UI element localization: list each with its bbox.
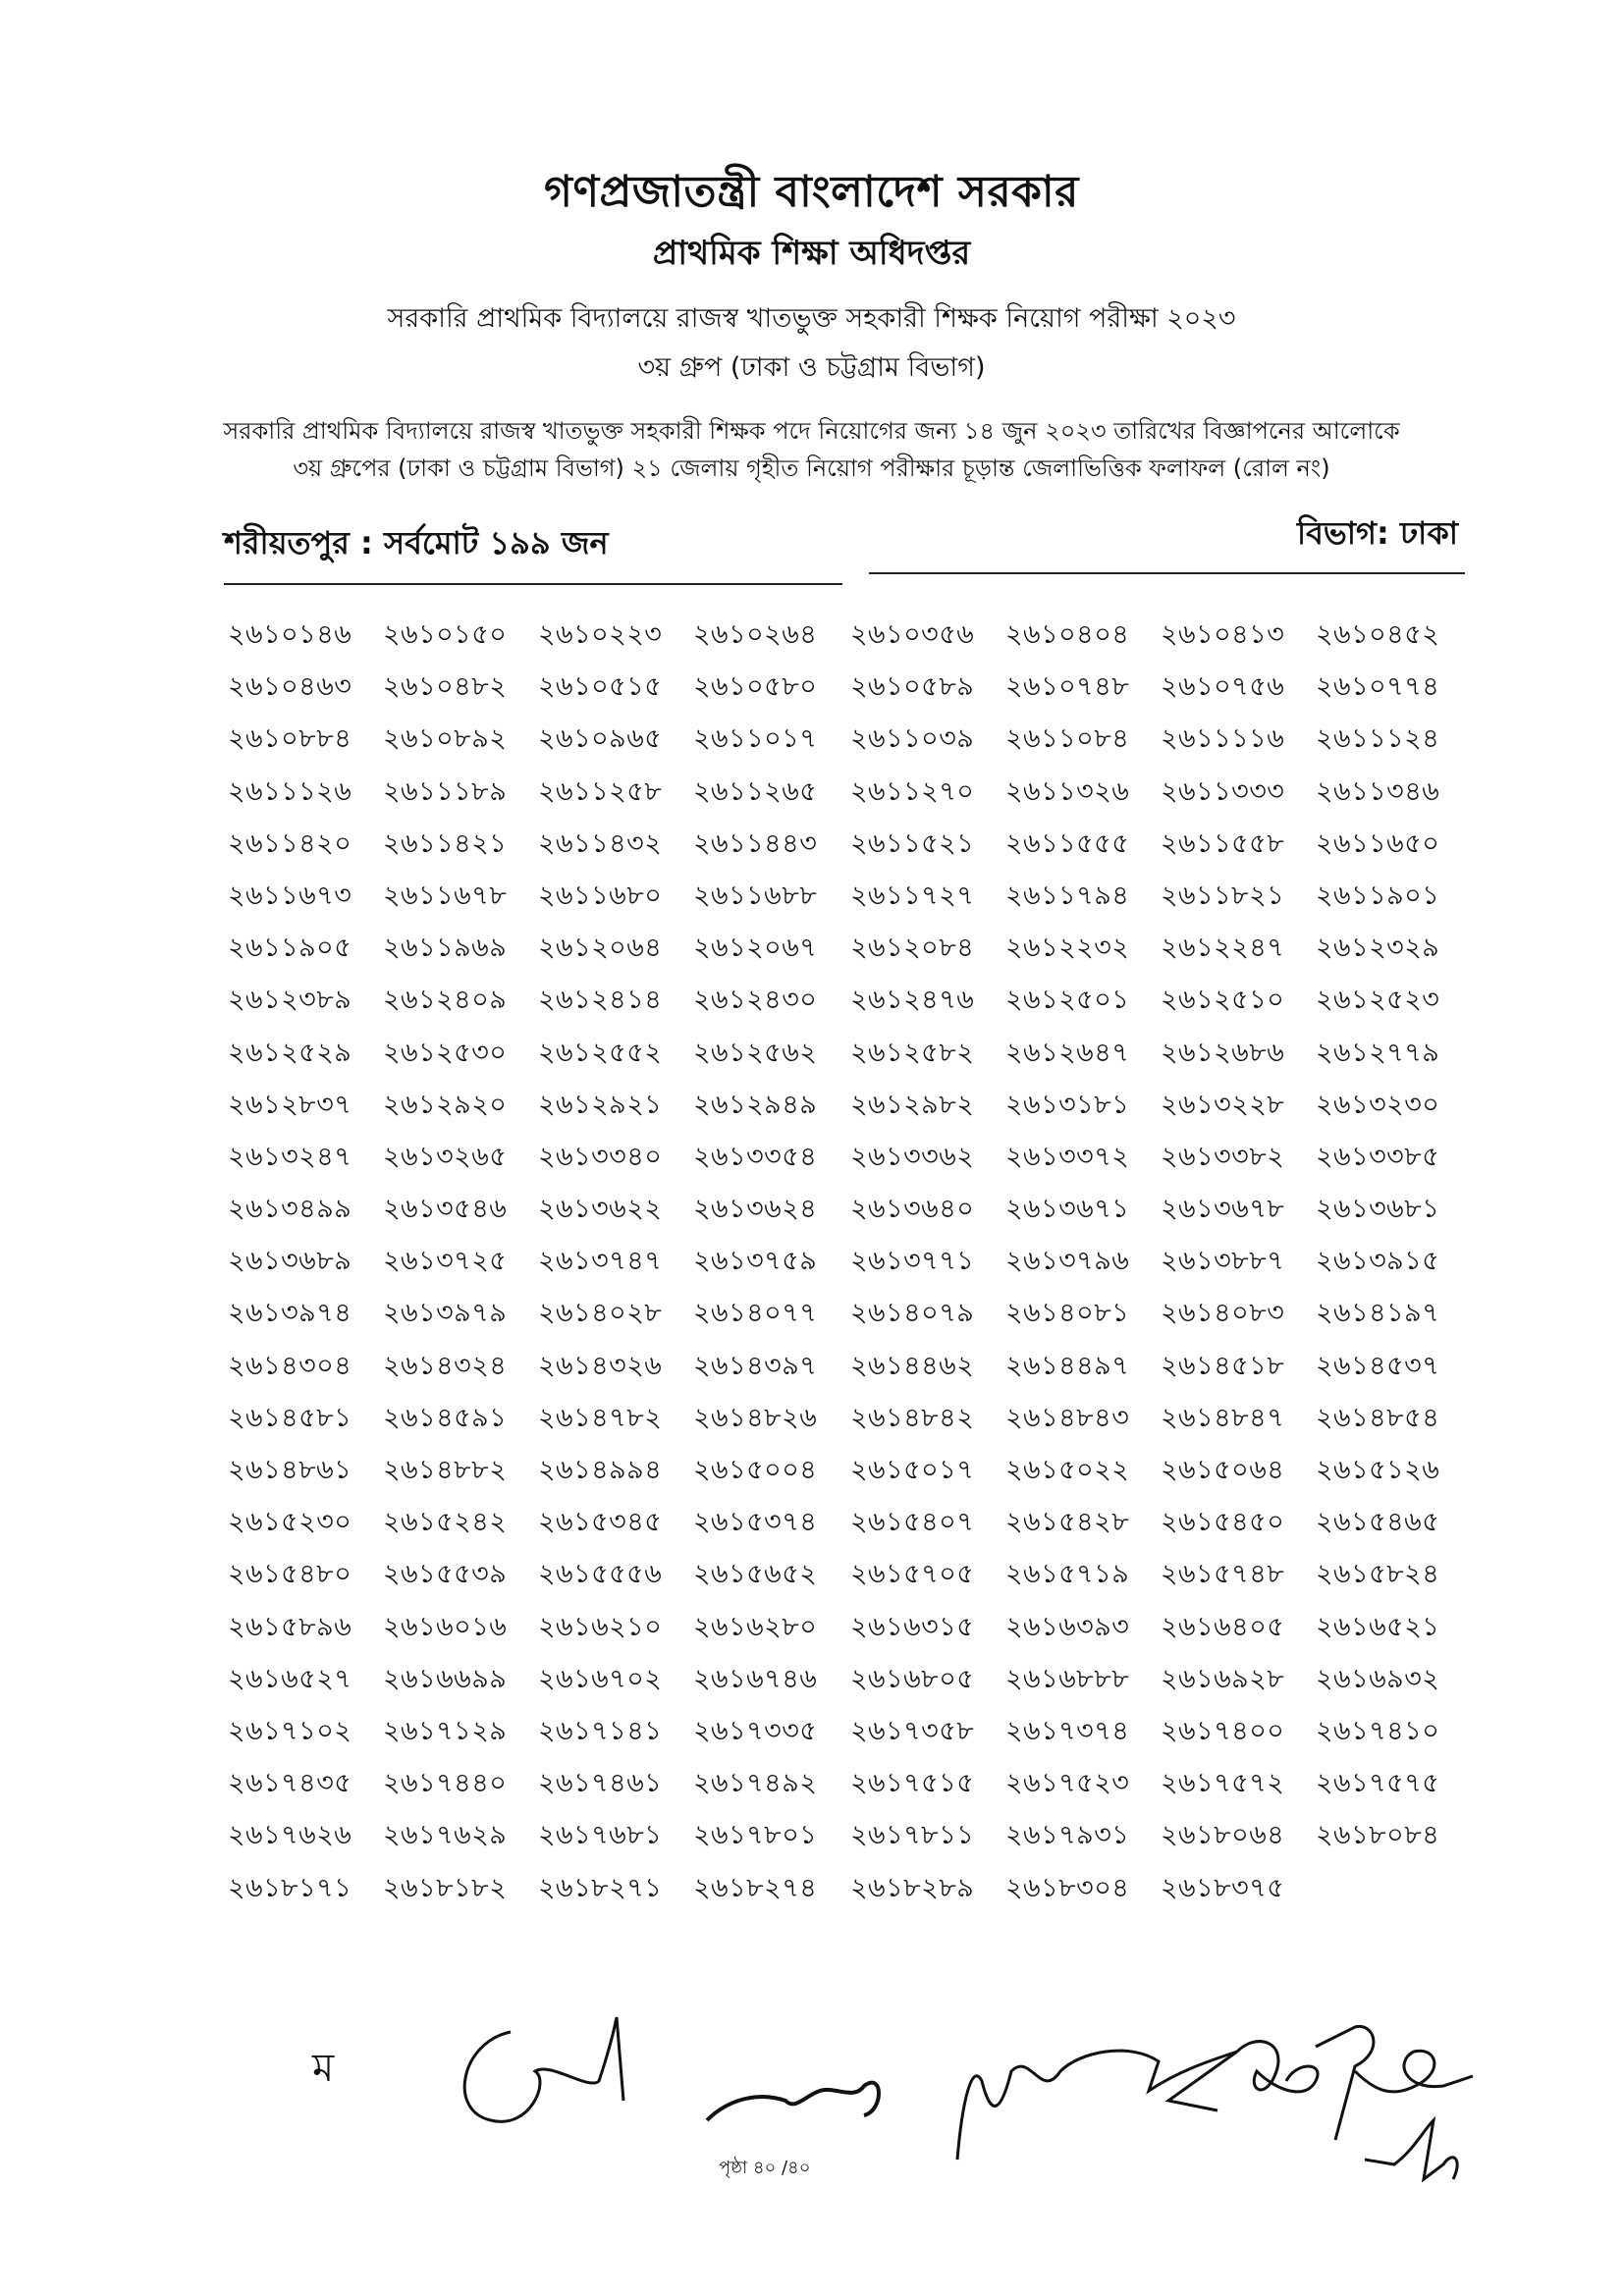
- roll-number: ২৬১১৩৩৩: [1161, 775, 1285, 807]
- roll-number: ২৬১৩৭৯৬: [1005, 1246, 1130, 1277]
- roll-number: ২৬১৭৬৮১: [538, 1820, 663, 1851]
- roll-number: ২৬১১০১৭: [693, 723, 818, 755]
- roll-number: ২৬১০৪০৪: [1005, 619, 1130, 650]
- roll-number: ২৬১০২৬৪: [693, 619, 818, 650]
- roll-number: ২৬১৪০৭৭: [693, 1298, 818, 1329]
- roll-number: ২৬১৮৩০৪: [1005, 1872, 1130, 1903]
- roll-number: ২৬১১৪৪৩: [693, 828, 818, 859]
- roll-number: ২৬১২৪৩০: [693, 985, 818, 1016]
- roll-number: ২৬১৭৫৭৫: [1316, 1768, 1440, 1799]
- roll-row: [228, 1815, 1465, 1867]
- roll-number: ২৬১৪৪৯৭: [1005, 1350, 1130, 1381]
- roll-number: ২৬১৪০৭৯: [850, 1298, 975, 1329]
- roll-number: ২৬১১২৫৮: [538, 775, 663, 807]
- roll-number: ২৬১১৫৫৮: [1161, 828, 1285, 859]
- roll-number: ২৬১৫৭৪৮: [1161, 1559, 1285, 1590]
- roll-number: ২৬১৮২৭৪: [693, 1872, 818, 1903]
- roll-row: [228, 1659, 1465, 1711]
- roll-number: ২৬১৪৮২৬: [693, 1402, 818, 1433]
- roll-number: ২৬১৪৫৯১: [383, 1402, 508, 1433]
- roll-number: ২৬১৭৪৪০: [383, 1768, 508, 1799]
- roll-number: ২৬১১৪২১: [383, 828, 508, 859]
- roll-number: ২৬১০৭৪৮: [1005, 671, 1130, 703]
- roll-number: ২৬১১৬৭৮: [383, 880, 508, 911]
- roll-number: ২৬১০৮৯২: [383, 723, 508, 755]
- roll-number: ২৬১১৬৮০: [538, 880, 663, 911]
- notice-line-1: সরকারি প্রাথমিক বিদ্যালয়ে রাজস্ব খাতভুক্ত সহকারী শিক্ষক পদে নিয়োগের জন্য ১৪ জুন ২০২৩ তারিখের বিজ্ঞাপনের আলোকে: [223, 417, 1400, 445]
- roll-number: ২৬১৭৬২৯: [383, 1820, 508, 1851]
- roll-number: ২৬১৫৭০৫: [850, 1559, 975, 1590]
- roll-number: ২৬১৫৪২৮: [1005, 1507, 1130, 1538]
- divider-right: [869, 572, 1465, 574]
- roll-number: ২৬১১৬৫০: [1316, 828, 1440, 859]
- roll-number: ২৬১০৫৮০: [693, 671, 818, 703]
- roll-number: ২৬১৩৮৮৭: [1161, 1246, 1285, 1277]
- roll-number: ২৬১২৫২৩: [1316, 985, 1440, 1016]
- roll-number: ২৬১৩৩৫৪: [693, 1141, 818, 1172]
- roll-number: ২৬১১৫২১: [850, 828, 975, 859]
- roll-number: ২৬১১৭২৭: [850, 880, 975, 911]
- roll-number: ২৬১৭৪০০: [1161, 1715, 1285, 1746]
- roll-number: ২৬১৩৩৬২: [850, 1141, 975, 1172]
- roll-number: ২৬১৪৭৮২: [538, 1402, 663, 1433]
- roll-number: ২৬১২০৬৭: [693, 933, 818, 964]
- roll-number: ২৬১৩৭৪৭: [538, 1246, 663, 1277]
- roll-row: [228, 1502, 1465, 1554]
- roll-number: ২৬১২৮৩৭: [228, 1089, 352, 1120]
- roll-number: ২৬১৪৪৬২: [850, 1350, 975, 1381]
- roll-number: ২৬১৫৪০৭: [850, 1507, 975, 1538]
- roll-number: ২৬১২২৪৭: [1161, 933, 1285, 964]
- roll-number: ২৬১৪৮৪৩: [1005, 1402, 1130, 1433]
- signature-6: [1365, 2120, 1457, 2179]
- roll-number: ২৬১৪৮৪২: [850, 1402, 975, 1433]
- roll-number: ২৬১২৯২১: [538, 1089, 663, 1120]
- roll-number: ২৬১৬৭০২: [538, 1663, 663, 1694]
- roll-number: ২৬১৬৮০৫: [850, 1663, 975, 1694]
- district-label: শরীয়তপুর : সর্বমোট ১৯৯ জন: [224, 524, 609, 561]
- roll-number: ২৬১৩৩৭২: [1005, 1141, 1130, 1172]
- roll-number: ২৬১৩২২৮: [1161, 1089, 1285, 1120]
- roll-number: ২৬১৭৪৬১: [538, 1768, 663, 1799]
- roll-number: ২৬১৬৪০৫: [1161, 1611, 1285, 1642]
- roll-row: [228, 980, 1465, 1032]
- roll-number: ২৬১৩১৮১: [1005, 1089, 1130, 1120]
- roll-number: ২৬১৪১৯৭: [1316, 1298, 1440, 1329]
- roll-number: ২৬১২৫০১: [1005, 985, 1130, 1016]
- roll-number: ২৬১৪০৮৩: [1161, 1298, 1285, 1329]
- roll-number: ২৬১৪৮৮২: [383, 1455, 508, 1485]
- roll-number: ২৬১৮০৮৪: [1316, 1820, 1440, 1851]
- roll-number: ২৬১৭৩৩৫: [693, 1715, 818, 1746]
- roll-number: ২৬১৩৬৮৯: [228, 1246, 352, 1277]
- roll-number: ২৬১২৬৮৬: [1161, 1037, 1285, 1068]
- signature-4: [1237, 2042, 1318, 2092]
- roll-number: ২৬১৪৩২৪: [383, 1350, 508, 1381]
- roll-number: ২৬১৫৫৫৬: [538, 1559, 663, 1590]
- roll-number: ২৬১৫৪৬৫: [1316, 1507, 1440, 1538]
- roll-row: [228, 824, 1465, 876]
- roll-number: ২৬১১৩৪৬: [1316, 775, 1440, 807]
- roll-number: ২৬১১৬৭৩: [228, 880, 352, 911]
- roll-number: ২৬১২৩২৯: [1316, 933, 1440, 964]
- roll-number: ২৬১৬০১৬: [383, 1611, 508, 1642]
- roll-row: [228, 1137, 1465, 1189]
- roll-number: ২৬১৪৮৬১: [228, 1455, 352, 1485]
- roll-number: ২৬১৪৫৮১: [228, 1402, 352, 1433]
- roll-number: ২৬১৩৯১৫: [1316, 1246, 1440, 1277]
- roll-number: ২৬১৩৬৮১: [1316, 1194, 1440, 1225]
- roll-number: ২৬১৭১৪১: [538, 1715, 663, 1746]
- roll-number: ২৬১২৫১০: [1161, 985, 1285, 1016]
- roll-number: ২৬১১৪২০: [228, 828, 352, 859]
- roll-number: ২৬১২৬৪৭: [1005, 1037, 1130, 1068]
- roll-row: [228, 1346, 1465, 1398]
- roll-number: ২৬১৪৫৩৭: [1316, 1350, 1440, 1381]
- roll-number: ২৬১৬২১০: [538, 1611, 663, 1642]
- roll-number: ২৬১৮০৬৪: [1161, 1820, 1285, 1851]
- directorate-title: প্রাথমিক শিক্ষা অধিদপ্তর: [652, 234, 971, 273]
- roll-number: ২৬১৩৬৭৮: [1161, 1194, 1285, 1225]
- roll-number: ২৬১৭৫৭২: [1161, 1768, 1285, 1799]
- group-title: ৩য় গ্রুপ (ঢাকা ও চট্টগ্রাম বিভাগ): [637, 352, 986, 383]
- roll-number: ২৬১২৭৭৯: [1316, 1037, 1440, 1068]
- roll-number: ২৬১৬২৮০: [693, 1611, 818, 1642]
- roll-number: ২৬১৩৯৭৯: [383, 1298, 508, 1329]
- roll-number: ২৬১১১১৬: [1161, 723, 1285, 755]
- roll-number: ২৬১৪৯৯৪: [538, 1455, 663, 1485]
- roll-number: ২৬১০৫১৫: [538, 671, 663, 703]
- roll-row: [228, 928, 1465, 980]
- roll-number: ২৬১১৯০১: [1316, 880, 1440, 911]
- roll-number: ২৬১৪৮৫৪: [1316, 1402, 1440, 1433]
- roll-row: [228, 1033, 1465, 1085]
- roll-number: ২৬১৩৬২৪: [693, 1194, 818, 1225]
- roll-number: ২৬১৩৯৭৪: [228, 1298, 352, 1329]
- roll-number: ২৬১১০৮৪: [1005, 723, 1130, 755]
- roll-number: ২৬১৩২৬৫: [383, 1141, 508, 1172]
- roll-number: ২৬১৪৩২৬: [538, 1350, 663, 1381]
- roll-number: ২৬১৬৬৯৯: [383, 1663, 508, 1694]
- signature-initial: ম: [312, 2046, 335, 2091]
- roll-number: ২৬১৭১০২: [228, 1715, 352, 1746]
- roll-number: ২৬১৬৩৯৩: [1005, 1611, 1130, 1642]
- roll-number: ২৬১৩৭৫৯: [693, 1246, 818, 1277]
- roll-number: ২৬১৫০৬৪: [1161, 1455, 1285, 1485]
- roll-number: ২৬১০৭৫৬: [1161, 671, 1285, 703]
- roll-row: [228, 1763, 1465, 1815]
- roll-number: ২৬১১২৭০: [850, 775, 975, 807]
- roll-number: ২৬১৫৩৪৫: [538, 1507, 663, 1538]
- roll-number: ২৬১৮৩৭৫: [1161, 1872, 1285, 1903]
- roll-number: ২৬১৮২৭১: [538, 1872, 663, 1903]
- roll-number: ২৬১১৫৫৫: [1005, 828, 1130, 859]
- roll-number: ২৬১৪৮৪৭: [1161, 1402, 1285, 1433]
- roll-number: ২৬১১৮২১: [1161, 880, 1285, 911]
- roll-number: ২৬১৬৫২৭: [228, 1663, 352, 1694]
- roll-number-grid: [228, 614, 1465, 1920]
- roll-number: ২৬১২৪০৯: [383, 985, 508, 1016]
- roll-number: ২৬১৩৩৮৫: [1316, 1141, 1440, 1172]
- roll-number: ২৬১৮১৮২: [383, 1872, 508, 1903]
- roll-number: ২৬১৪০২৮: [538, 1298, 663, 1329]
- roll-row: [228, 1085, 1465, 1137]
- roll-number: ২৬১৪০৮১: [1005, 1298, 1130, 1329]
- roll-number: ২৬১৬৯২৮: [1161, 1663, 1285, 1694]
- roll-number: ২৬১২২৩২: [1005, 933, 1130, 964]
- roll-number: ২৬১৭৪৩৫: [228, 1768, 352, 1799]
- roll-row: [228, 1189, 1465, 1241]
- roll-number: ২৬১৫৮২৪: [1316, 1559, 1440, 1590]
- roll-number: ২৬১১০৩৯: [850, 723, 975, 755]
- roll-number: ২৬১২৯৪৯: [693, 1089, 818, 1120]
- roll-number: ২৬১১৭৯৪: [1005, 880, 1130, 911]
- roll-number: ২৬১০৫৮৯: [850, 671, 975, 703]
- roll-number: ২৬১১২৬৫: [693, 775, 818, 807]
- roll-number: ২৬১০৪১৩: [1161, 619, 1285, 650]
- roll-number: ২৬১৫৪৮০: [228, 1559, 352, 1590]
- roll-number: ২৬১৮২৮৯: [850, 1872, 975, 1903]
- roll-number: ২৬১০১৫০: [383, 619, 508, 650]
- roll-number: ২৬১১৩২৬: [1005, 775, 1130, 807]
- roll-number: ২৬১৫১২৬: [1316, 1455, 1440, 1485]
- roll-number: ২৬১৬৫২১: [1316, 1611, 1440, 1642]
- roll-number: ২৬১৪৩০৪: [228, 1350, 352, 1381]
- signature-1: [464, 2017, 623, 2121]
- roll-number: ২৬১০৪৫২: [1316, 619, 1440, 650]
- roll-number: ২৬১৫০২২: [1005, 1455, 1130, 1485]
- roll-number: ২৬১৭৬২৬: [228, 1820, 352, 1851]
- roll-number: ২৬১১১৮৯: [383, 775, 508, 807]
- roll-row: [228, 1554, 1465, 1606]
- roll-number: ২৬১১১২৪: [1316, 723, 1440, 755]
- roll-number: ২৬১৩৬৭১: [1005, 1194, 1130, 1225]
- roll-row: [228, 1607, 1465, 1659]
- roll-number: ২৬১৭৩৫৮: [850, 1715, 975, 1746]
- roll-number: ২৬১৭৩৭৪: [1005, 1715, 1130, 1746]
- roll-number: ২৬১৫৪৫০: [1161, 1507, 1285, 1538]
- signature-5: [1316, 2026, 1473, 2140]
- roll-number: ২৬১৮১৭১: [228, 1872, 352, 1903]
- roll-number: ২৬১৫৫৩৯: [383, 1559, 508, 1590]
- roll-number: ২৬১২৫২৯: [228, 1037, 352, 1068]
- roll-number: ২৬১৪৫১৮: [1161, 1350, 1285, 1381]
- roll-number: ২৬১৭৮১১: [850, 1820, 975, 1851]
- roll-number: ২৬১১৯০৫: [228, 933, 352, 964]
- roll-row: [228, 1868, 1465, 1920]
- roll-number: ২৬১৩৭২৫: [383, 1246, 508, 1277]
- roll-number: ২৬১৬৯৩২: [1316, 1663, 1440, 1694]
- roll-number: ২৬১৩৭৭১: [850, 1246, 975, 1277]
- roll-number: ২৬১২৪৭৬: [850, 985, 975, 1016]
- division-label: বিভাগ: ঢাকা: [1296, 514, 1458, 552]
- roll-number: ২৬১৫৮৯৬: [228, 1611, 352, 1642]
- roll-number: ২৬১৫৩৭৪: [693, 1507, 818, 1538]
- roll-number: ২৬১৭৪১০: [1316, 1715, 1440, 1746]
- roll-number: ২৬১৩৩৪০: [538, 1141, 663, 1172]
- exam-title: সরকারি প্রাথমিক বিদ্যালয়ে রাজস্ব খাতভুক্ত সহকারী শিক্ষক নিয়োগ পরীক্ষা ২০২৩: [387, 303, 1236, 334]
- roll-number: ২৬১১১২৬: [228, 775, 352, 807]
- roll-number: ২৬১২৯৮২: [850, 1089, 975, 1120]
- roll-number: ২৬১০৭৭৪: [1316, 671, 1440, 703]
- roll-number: ২৬১১৯৬৯: [383, 933, 508, 964]
- roll-number: ২৬১৭৫১৫: [850, 1768, 975, 1799]
- roll-number: ২৬১০৩৫৬: [850, 619, 975, 650]
- roll-row: [228, 772, 1465, 824]
- roll-number: ২৬১০২২৩: [538, 619, 663, 650]
- roll-number: ২৬১১৬৮৮: [693, 880, 818, 911]
- roll-number: ২৬১২০৬৪: [538, 933, 663, 964]
- roll-number: ২৬১০৯৬৫: [538, 723, 663, 755]
- signature-3: [957, 2051, 1237, 2160]
- divider-left: [224, 583, 842, 585]
- roll-row: [228, 876, 1465, 928]
- roll-row: [228, 719, 1465, 771]
- roll-number: ২৬১৩২৩০: [1316, 1089, 1440, 1120]
- notice-text: [0, 412, 1623, 487]
- roll-number: ২৬১৩৬২২: [538, 1194, 663, 1225]
- roll-number: ২৬১৩৪৯৯: [228, 1194, 352, 1225]
- roll-row: [228, 1293, 1465, 1345]
- roll-number: ২৬১৭৯৩১: [1005, 1820, 1130, 1851]
- signatures: [0, 1973, 1623, 2268]
- roll-number: ২৬১৩৩৮২: [1161, 1141, 1285, 1172]
- roll-number: ২৬১২৩৮৯: [228, 985, 352, 1016]
- roll-row: [228, 614, 1465, 667]
- roll-number: ২৬১৫২৪২: [383, 1507, 508, 1538]
- roll-number: ২৬১৩৫৪৬: [383, 1194, 508, 1225]
- signature-2: [707, 2083, 879, 2120]
- roll-number: ২৬১৫৭১৯: [1005, 1559, 1130, 1590]
- roll-number: ২৬১৬৭৪৬: [693, 1663, 818, 1694]
- roll-number: ২৬১৪৩৯৭: [693, 1350, 818, 1381]
- roll-number: ২৬১০৪৬৩: [228, 671, 352, 703]
- roll-number: ২৬১৭৪৯২: [693, 1768, 818, 1799]
- roll-row: [228, 1711, 1465, 1763]
- roll-number: ২৬১০৪৮২: [383, 671, 508, 703]
- roll-number: ২৬১২৫৩০: [383, 1037, 508, 1068]
- roll-number: ২৬১২৫৮২: [850, 1037, 975, 1068]
- roll-number: ২৬১৫০১৭: [850, 1455, 975, 1485]
- roll-number: ২৬১০৮৮৪: [228, 723, 352, 755]
- roll-row: [228, 1241, 1465, 1293]
- roll-number: ২৬১২৪১৪: [538, 985, 663, 1016]
- roll-row: [228, 1398, 1465, 1450]
- roll-number: ২৬১২৫৫২: [538, 1037, 663, 1068]
- roll-number: ২৬১২৫৬২: [693, 1037, 818, 1068]
- roll-number: ২৬১০১৪৬: [228, 619, 352, 650]
- roll-number: ২৬১৩২৪৭: [228, 1141, 352, 1172]
- roll-number: ২৬১৫০০৪: [693, 1455, 818, 1485]
- roll-number: ২৬১২০৮৪: [850, 933, 975, 964]
- notice-line-2: ৩য় গ্রুপের (ঢাকা ও চট্টগ্রাম বিভাগ) ২১ জেলায় গৃহীত নিয়োগ পরীক্ষার চূড়ান্ত জেলাভিত্তিক ফলাফল (রোল নং): [293, 454, 1330, 482]
- page-number: পৃষ্ঠা ৪০ /৪০: [719, 2158, 811, 2178]
- roll-number: ২৬১২৯২০: [383, 1089, 508, 1120]
- roll-number: ২৬১৬৩১৫: [850, 1611, 975, 1642]
- roll-number: ২৬১৫৬৫২: [693, 1559, 818, 1590]
- govt-title: গণপ্রজাতন্ত্রী বাংলাদেশ সরকার: [544, 167, 1079, 217]
- roll-number: ২৬১৭৮০১: [693, 1820, 818, 1851]
- roll-row: [228, 667, 1465, 719]
- roll-number: ২৬১৭৫২৩: [1005, 1768, 1130, 1799]
- roll-number: ২৬১৫২৩০: [228, 1507, 352, 1538]
- roll-row: [228, 1450, 1465, 1502]
- roll-number: ২৬১৬৮৮৮: [1005, 1663, 1130, 1694]
- roll-number: ২৬১৭১২৯: [383, 1715, 508, 1746]
- roll-number: ২৬১৩৬৪০: [850, 1194, 975, 1225]
- roll-number: ২৬১১৪৩২: [538, 828, 663, 859]
